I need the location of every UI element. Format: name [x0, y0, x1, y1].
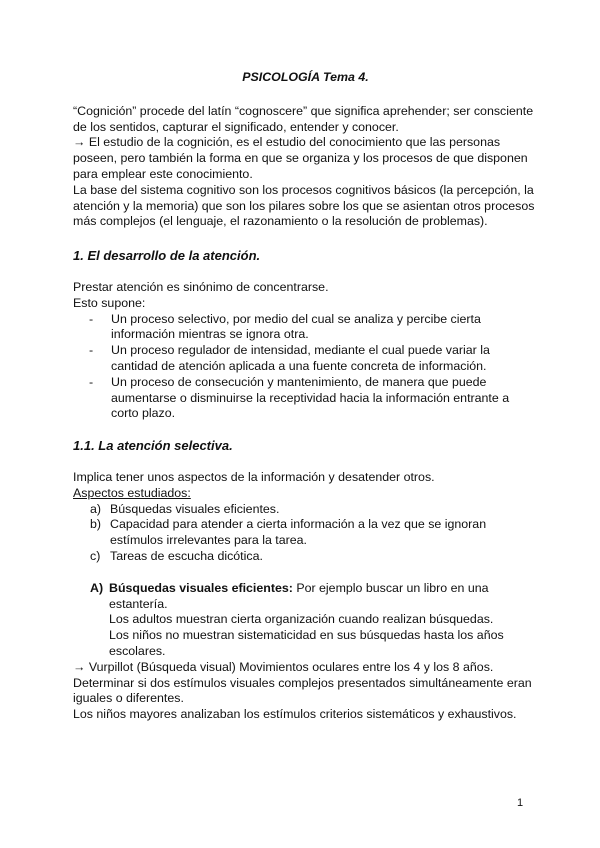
ninos-paragraph: Los niños mayores analizaban los estímulos criterios sistemáticos y exhaustivos. [73, 707, 517, 722]
list-item: - Un proceso de consecución y mantenimiento, de manera que puede aumentarse o disminuirse la receptividad hacia la información entrante a corto plazo. [73, 375, 538, 422]
section-1-1-paragraph-1: Implica tener unos aspectos de la información y desatender otros. [73, 469, 435, 484]
list-item [73, 517, 538, 549]
intro-paragraph-1: “Cognición” procede del latín “cognoscere” que significa aprehender; ser consciente de los sentidos, capturar el significado, entender y conocer. [73, 103, 534, 134]
subsection-a [73, 581, 538, 660]
list-item-text: Tareas de escucha dicótica. [110, 548, 263, 563]
subsection-a-line-1 [109, 581, 538, 613]
aspects-list [73, 502, 538, 565]
aspects-label: Aspectos estudiados: [73, 485, 191, 500]
intro-paragraph-2: → El estudio de la cognición, es el estudio del conocimiento que las personas poseen, pero también la forma en que se organiza y los procesos de que disponen para emplear este conocimiento. [73, 135, 528, 181]
list-item: - Un proceso selectivo, por medio del cual se analiza y percibe cierta información mientras se ignora otra. [73, 312, 538, 344]
subsection-a-line-3: Los niños no muestran sistematicidad en sus búsquedas hasta los años escolares. [109, 628, 504, 658]
list-marker: c) [90, 548, 101, 563]
list-item-text: Búsquedas visuales eficientes. [110, 501, 280, 516]
list-item [73, 502, 538, 518]
subsection-a-lead: Búsquedas visuales eficientes: [109, 580, 293, 595]
list-item-text: Capacidad para atender a cierta información a la vez que se ignoran estímulos irrelevantes para la tarea. [110, 517, 487, 548]
section-1-paragraph-2: Esto supone: [73, 295, 146, 310]
list-item [73, 549, 538, 565]
list-marker: b) [90, 517, 102, 532]
process-list [73, 312, 538, 423]
intro-paragraph-3: La base del sistema cognitivo son los procesos cognitivos básicos (la percepción, la atención y la memoria) que son los pilares sobre los que se asientan otros procesos más complejos (el lenguaje, el razonamiento o la resolución de problemas). [73, 182, 535, 229]
determinar-paragraph: Determinar si dos estímulos visuales complejos presentados simultáneamente eran iguales o diferentes. [73, 675, 532, 706]
subsection-marker: A) [90, 580, 104, 595]
section-1-heading: 1. El desarrollo de la atención. [73, 248, 261, 264]
subsection-a-rest: Por ejemplo buscar un libro en una estantería. [109, 580, 489, 611]
list-marker: a) [90, 501, 102, 516]
page-content [73, 70, 538, 723]
section-1-1-heading: 1.1. La atención selectiva. [73, 438, 233, 454]
section-1-paragraph-1: Prestar atención es sinónimo de concentrarse. [73, 279, 329, 294]
page-title: PSICOLOGÍA Tema 4. [242, 70, 369, 84]
list-item: - Un proceso regulador de intensidad, mediante el cual puede variar la cantidad de atención aplicada a una fuente concreta de información. [73, 343, 538, 375]
subsection-a-line-2: Los adultos muestran cierta organización cuando realizan búsquedas. [109, 612, 494, 627]
vurpillot-paragraph: → Vurpillot (Búsqueda visual) Movimientos oculares entre los 4 y los 8 años. [73, 659, 494, 674]
page-number: 1 [517, 797, 524, 809]
